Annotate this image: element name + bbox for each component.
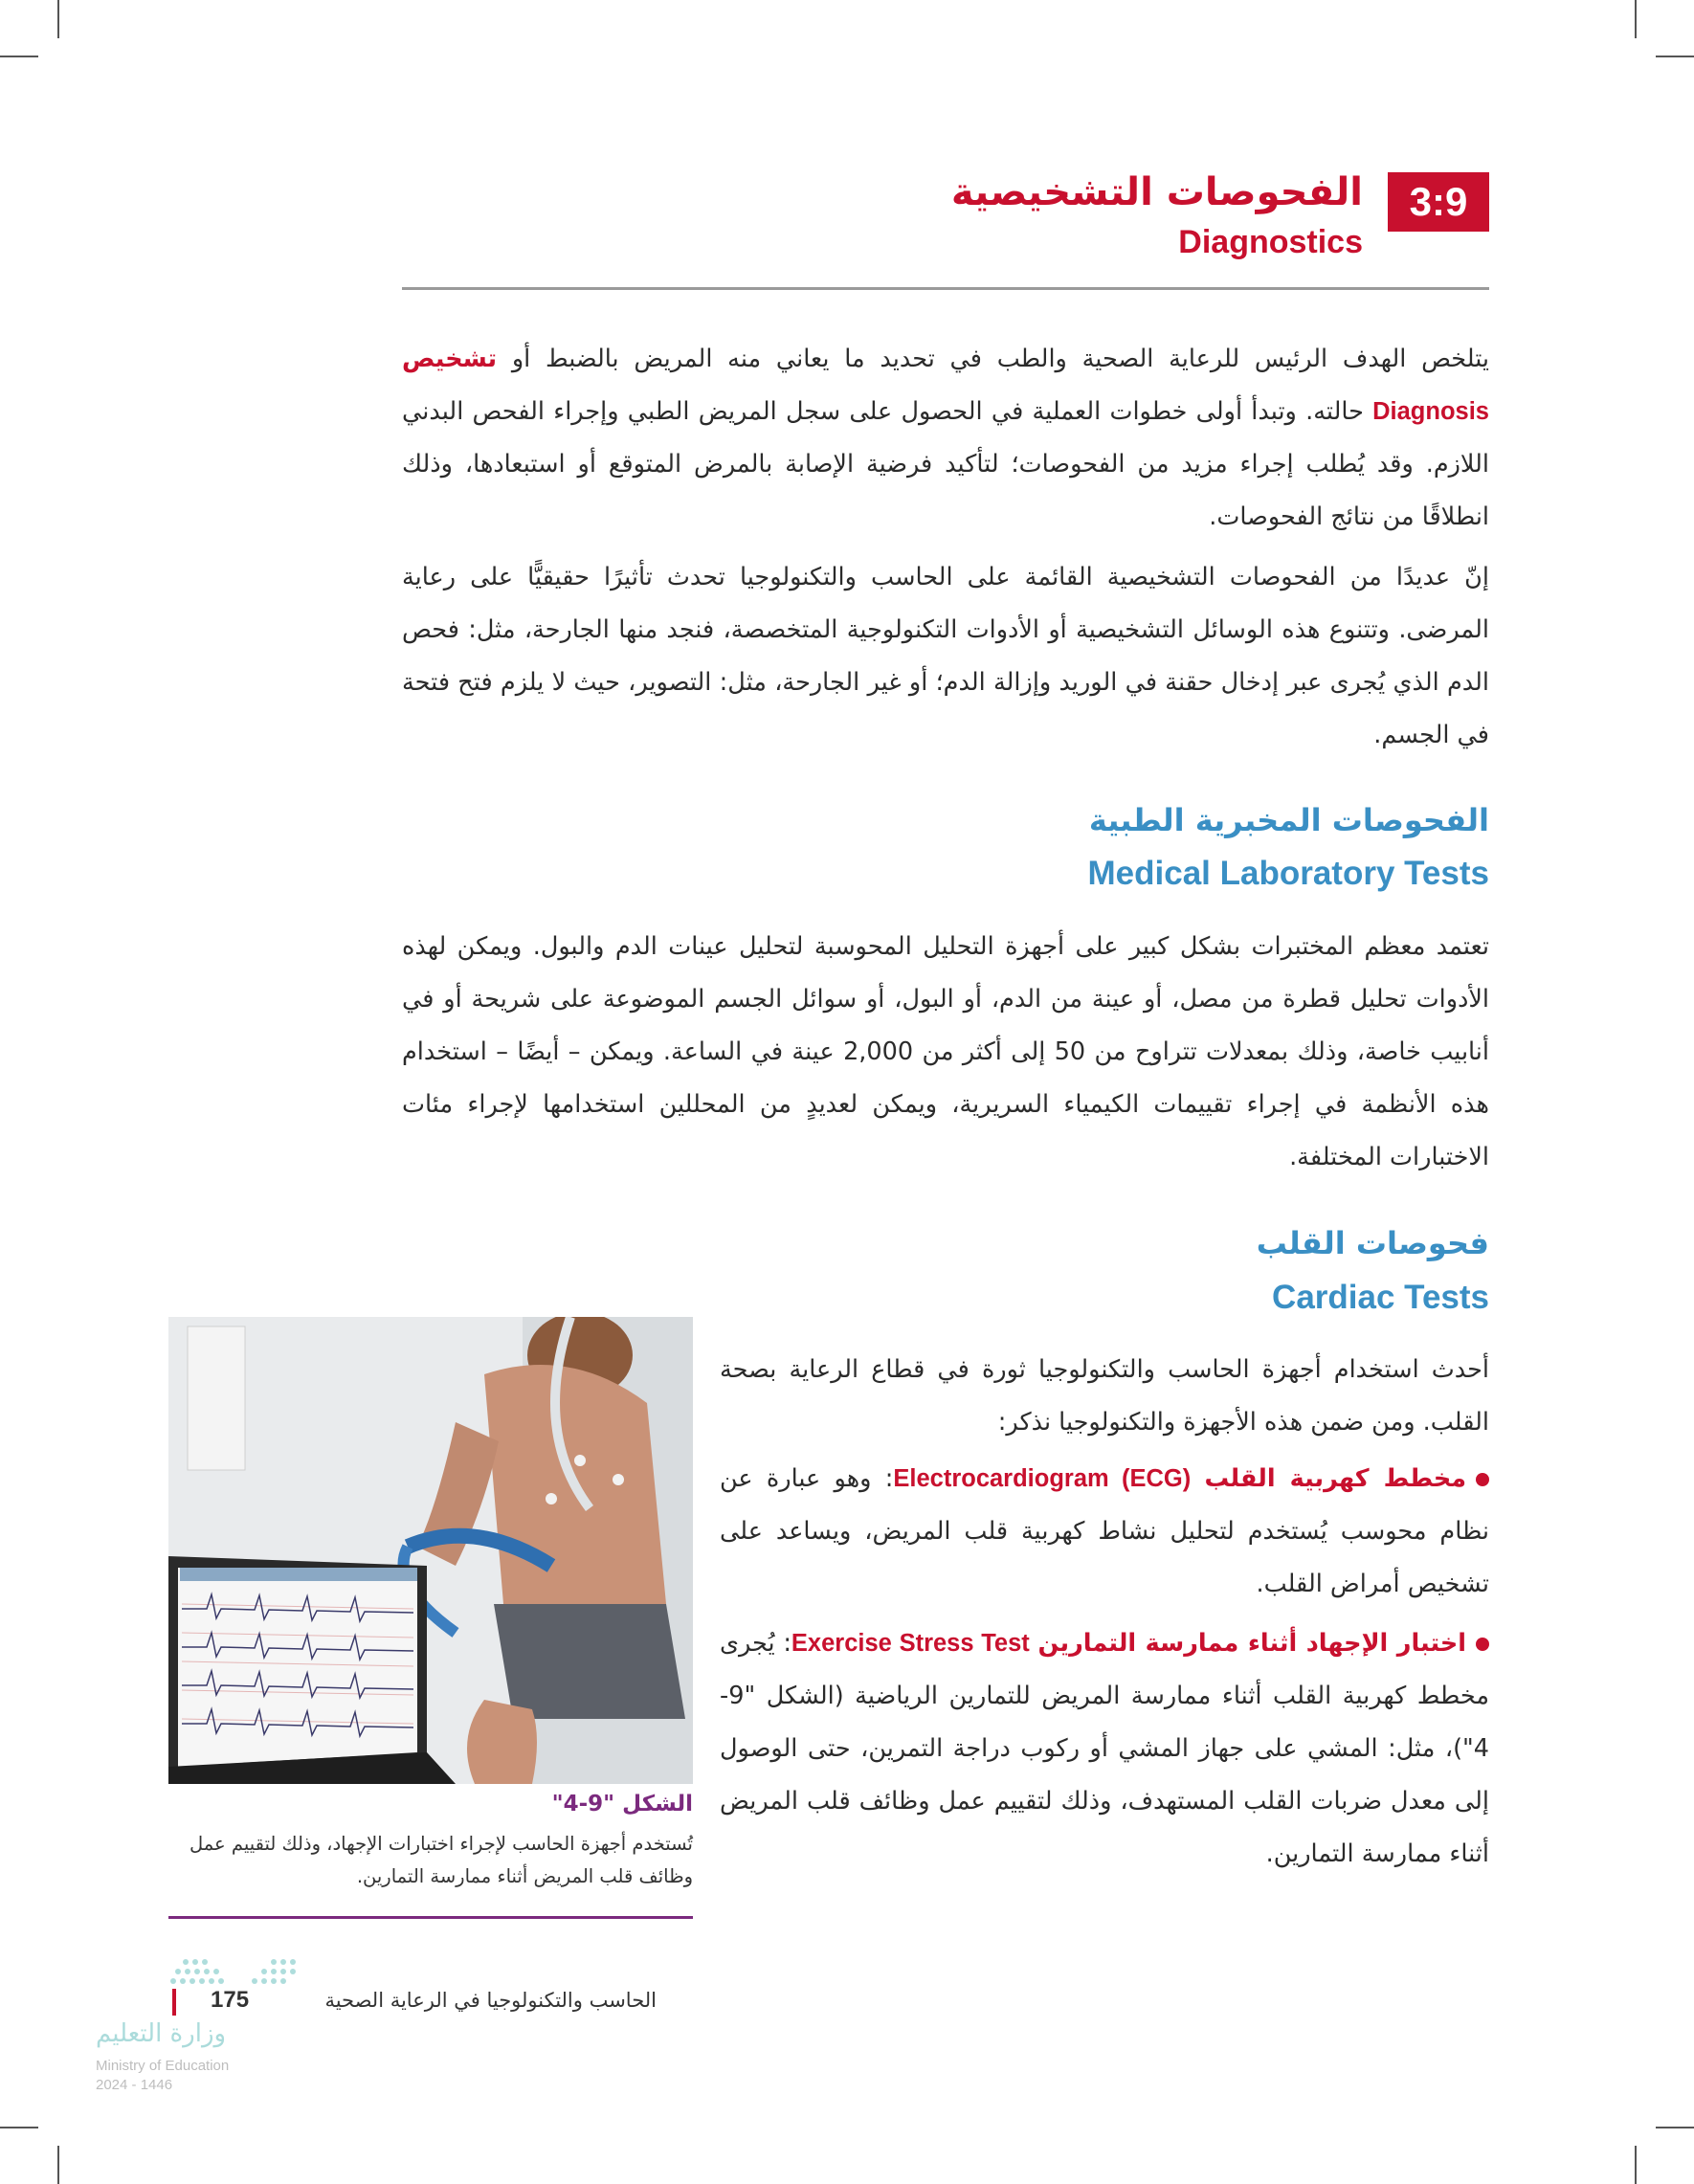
figure-stress-test-photo: [168, 1317, 693, 1784]
intro-text-before: يتلخص الهدف الرئيس للرعاية الصحية والطب في تحديد ما يعاني منه المريض بالضبط أو: [511, 345, 1489, 373]
figure-caption-text: تُستخدم أجهزة الحاسب لإجراء اختبارات الإجهاد، وذلك لتقييم عمل وظائف قلب المريض أثناء ممارسة التمارين.: [189, 1833, 693, 1887]
section-title-english: Diagnostics: [1178, 224, 1363, 260]
stress-test-illustration: [168, 1317, 693, 1784]
bullet-ecg-title-arabic: مخطط كهربية القلب: [1204, 1464, 1466, 1493]
bullet-ecg-text: : وهو عبارة عن نظام محوسب يُستخدم لتحليل نشاط كهربية قلب المريض، ويساعد على تشخيص أمراض القلب.: [720, 1464, 1489, 1598]
intro-paragraph-1: [402, 333, 1489, 544]
term-diagnosis-english: Diagnosis: [1372, 398, 1489, 425]
crop-mark: [57, 0, 59, 38]
crop-mark: [0, 56, 38, 57]
ministry-name-english: Ministry of Education: [96, 2058, 230, 2074]
footer-book-title: الحاسب والتكنولوجيا في الرعاية الصحية: [324, 1989, 657, 2012]
section-divider: [402, 287, 1489, 290]
ministry-year: 2024 - 1446: [96, 2077, 173, 2093]
crop-mark: [1635, 2146, 1637, 2184]
bullet-stress-test: [720, 1617, 1489, 1881]
cardiac-heading-english: Cardiac Tests: [1272, 1279, 1489, 1316]
bullet-stress-title-arabic: اختبار الإجهاد أثناء ممارسة التمارين: [1037, 1629, 1466, 1658]
crop-mark: [0, 2127, 38, 2128]
intro-paragraph-2: إنّ عديدًا من الفحوصات التشخيصية القائمة على الحاسب والتكنولوجيا تحدث تأثيرًا حقيقيًّا على رعاية المرضى. وتتنوع هذه الوسائل التشخيصية أو الأدوات التكنولوجية المتخصصة، فنجد منها الجارحة، مثل: فحص الدم الذي يُجرى عبر إدخال حقنة في الوريد وإزالة الدم؛ أو غير الجارحة، مثل: التصوير، حيث لا يلزم فتح فتحة في الجسم.: [402, 563, 1489, 749]
intro-text-after: حالته. وتبدأ أولى خطوات العملية في الحصول على سجل المريض الطبي وإجراء الفحص البدني اللازم. وقد يُطلب إجراء مزيد من الفحوصات؛ لتأكيد فرضية الإصابة بالمرض المتوقع أو استبعادها، وذلك انطلاقًا من نتائج الفحوصات.: [402, 397, 1489, 531]
lab-paragraph: تعتمد معظم المختبرات بشكل كبير على أجهزة التحليل المحوسبة لتحليل عينات الدم والبول. ويمكن لهذه الأدوات تحليل قطرة من مصل، أو عينة من الدم، أو البول، أو سوائل الجسم الموضوعة على شريحة أو في أنابيب خاصة، وذلك بمعدلات تتراوح من 50 إلى أكثر من 2,000 عينة في الساعة. ويمكن – أيضًا – استخدام هذه الأنظمة في إجراء تقييمات الكيمياء السريرية، ويمكن لعديدٍ من المحللين استخدامها لإجراء مئات الاختبارات المختلفة.: [402, 932, 1489, 1171]
page-number: 175: [211, 1987, 250, 2013]
crop-mark: [1635, 0, 1637, 38]
lab-heading-english: Medical Laboratory Tests: [1087, 855, 1489, 892]
figure-caption-title: الشكل "9-4": [551, 1792, 693, 1816]
lab-heading-arabic: الفحوصات المخبرية الطبية: [1088, 802, 1489, 838]
bullet-dot: [1476, 1473, 1489, 1486]
crop-mark: [1656, 56, 1694, 57]
crop-mark: [57, 2146, 59, 2184]
figure-caption-rule: [168, 1916, 693, 1919]
term-diagnosis-arabic: تشخيص: [402, 345, 498, 373]
crop-mark: [1656, 2127, 1694, 2128]
bullet-ecg-title-english: Electrocardiogram (ECG): [893, 1465, 1192, 1492]
bullet-ecg: [720, 1453, 1489, 1611]
footer-accent-bar: [172, 1989, 176, 2016]
bullet-stress-title-english: Exercise Stress Test: [791, 1630, 1030, 1657]
section-number-badge: 3:9: [1388, 172, 1489, 232]
bullet-stress-text: : يُجرى مخطط كهربية القلب أثناء ممارسة المريض للتمارين الرياضية (الشكل "9-4")، مثل: المشي على جهاز المشي أو ركوب دراجة التمرين، حتى الوصول إلى معدل ضربات القلب المستهدف، وذلك لتقييم عمل وظائف قلب المريض أثناء ممارسة التمارين.: [720, 1629, 1489, 1868]
bullet-dot: [1476, 1638, 1489, 1651]
cardiac-heading-arabic: فحوصات القلب: [1256, 1225, 1489, 1261]
section-title-arabic: الفحوصات التشخيصية: [950, 170, 1363, 214]
ministry-name-arabic: وزارة التعليم: [96, 2019, 227, 2048]
cardiac-intro: أحدث استخدام أجهزة الحاسب والتكنولوجيا ثورة في قطاع الرعاية بصحة القلب. ومن ضمن هذه الأجهزة والتكنولوجيا نذكر:: [720, 1355, 1489, 1437]
